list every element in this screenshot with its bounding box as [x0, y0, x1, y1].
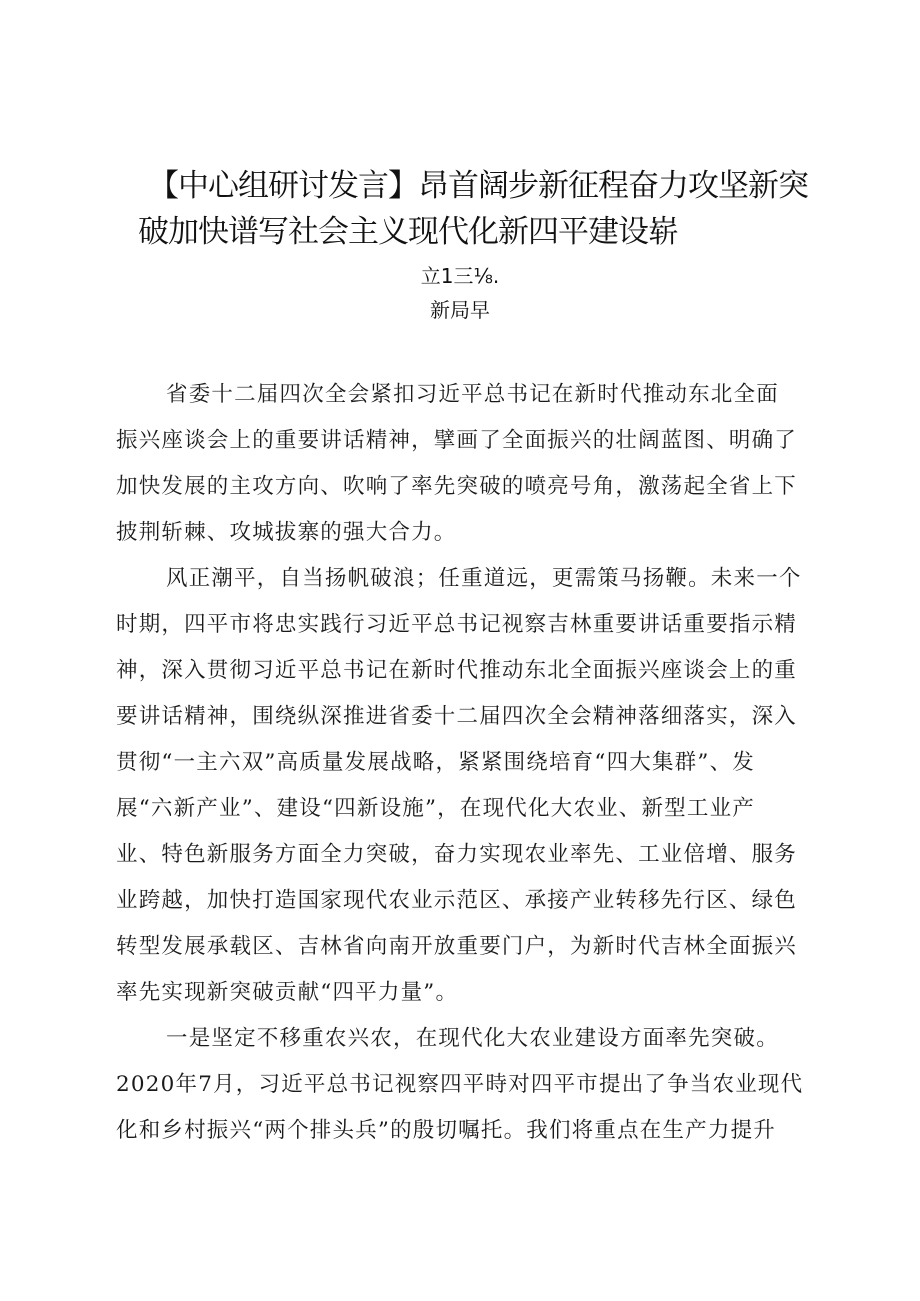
body-line: 要讲话精神，围绕纵深推进省委十二届四次全会精神落细落实，深入	[116, 704, 798, 729]
body-line: 2020年7月，习近平总书记视察四平時对四平市提出了争当农业现代	[116, 1072, 804, 1097]
body-line: 化和乡村振兴“两个排头兵”的殷切嘱托。我们将重点在生产力提升	[116, 1118, 776, 1143]
body-line: 披荆斩棘、攻城拔寨的强大合力。	[116, 520, 457, 545]
body-line: 贯彻“一主六双”高质量发展战略，紧紧围绕培育“四大集群”、发	[116, 750, 755, 775]
document-title-line-2: 破加快谱写社会主义现代化新四平建设崭	[138, 214, 678, 250]
body-line: 转型发展承载区、吉林省向南开放重要门户，为新时代吉林全面振兴	[116, 934, 798, 959]
body-line: 振兴座谈会上的重要讲话精神，擘画了全面振兴的壮阔蓝图、明确了	[116, 428, 798, 453]
body-line: 业、特色新服务方面全力突破，奋力实现农业率先、工业倍增、服务	[116, 842, 798, 867]
document-body	[116, 372, 816, 1154]
body-line: 省委十二届四次全会紧扣习近平总书记在新时代推动东北全面	[166, 382, 779, 407]
body-line: 风正潮平，自当扬帆破浪；任重道远，更需策马扬鞭。未来一个	[166, 566, 802, 591]
body-line: 加快发展的主攻方向、吹响了率先突破的喷亮号角，激荡起全省上下	[116, 474, 798, 499]
body-line: 时期，四平市将忠实践行习近平总书记视察吉林重要讲话重要指示精	[116, 612, 798, 637]
body-line: 业跨越，加快打造国家现代农业示范区、承接产业转移先行区、绿色	[116, 888, 798, 913]
document-subtitle-line-1: 立1三⅛.	[420, 264, 500, 288]
document-title-line-1: 【中心组研讨发言】昂首阔步新征程奋力攻坚新突	[148, 168, 808, 204]
document-subtitle-line-2: 新局早	[430, 298, 490, 322]
body-line: 一是坚定不移重农兴农，在现代化大农业建设方面率先突破。	[166, 1026, 779, 1051]
body-line: 率先实现新突破贡献“四平力量”。	[116, 980, 459, 1005]
body-line: 展“六新产业”、建设“四新设施”，在现代化大农业、新型工业产	[116, 796, 755, 821]
body-line: 神，深入贯彻习近平总书记在新时代推动东北全面振兴座谈会上的重	[116, 658, 798, 683]
